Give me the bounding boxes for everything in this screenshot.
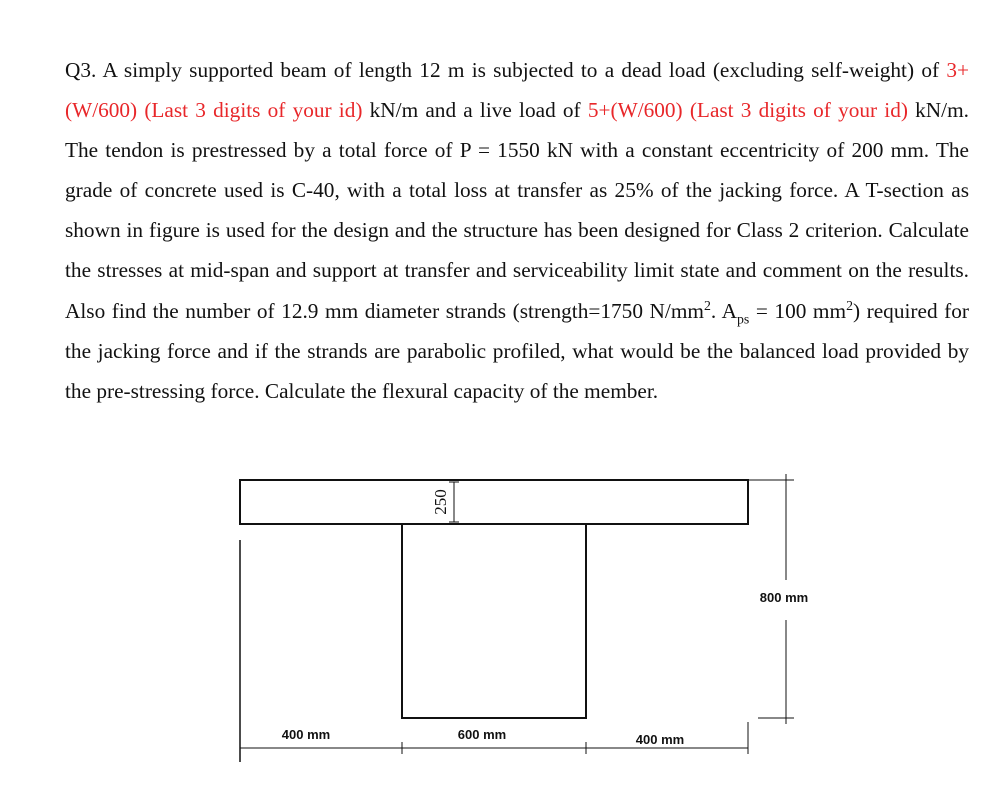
superscript-2: 2	[703, 297, 711, 313]
flange-thickness-label: 250	[431, 489, 450, 515]
overall-depth-label: 800 mm	[759, 590, 809, 605]
question-text-part-5: = 100 mm	[749, 298, 847, 323]
question-text	[65, 50, 969, 411]
subscript-ps: ps	[736, 310, 750, 326]
question-text-part-2: kN/m and a live load of	[362, 98, 588, 123]
question-text-part-4: . A	[710, 298, 737, 323]
right-overhang-label: 400 mm	[635, 732, 685, 747]
superscript-2: 2	[846, 297, 853, 313]
left-overhang-label: 400 mm	[281, 727, 331, 742]
question-text-part-6: ) required for the jacking force and if the strands are parabolic profiled, what would be the balanced load provided by the pre-stressing force. Calculate the flexural capacity of the member.	[65, 298, 969, 403]
t-section-figure	[218, 462, 818, 782]
t-section-drawing	[218, 462, 818, 782]
web-width-label: 600 mm	[457, 727, 507, 742]
dead-load-formula: 3+(W/600) (Last 3 digits of your id)	[65, 58, 969, 123]
live-load-formula: 5+(W/600) (Last 3 digits of your id)	[587, 98, 908, 123]
flange-outline	[240, 480, 748, 524]
question-text-part-1: Q3. A simply supported beam of length 12 m is subjected to a dead load (excluding self-weight) of	[65, 58, 947, 82]
question-text-part-3: kN/m. The tendon is prestressed by a total force of P = 1550 kN with a constant eccentricity of 200 mm. The grade of concrete used is C-40, with a total loss at transfer as 25% of the jacking force. A T-section as shown in figure is used for the design and the structure has been designed for Class 2 criterion. Calculate the stresses at mid-span and support at transfer and serviceability limit state and comment on the results. Also find the number of 12.9 mm diameter strands (strength=1750 N/mm	[65, 98, 969, 323]
web-outline	[402, 524, 586, 718]
